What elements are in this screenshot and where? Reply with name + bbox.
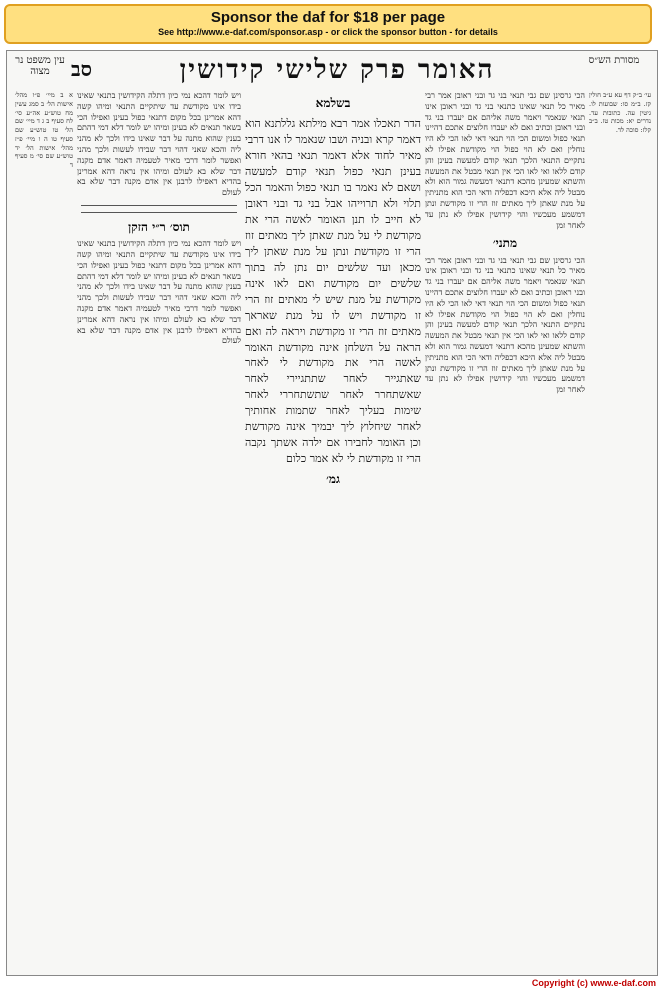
divider	[81, 205, 237, 213]
tosafot-column	[77, 91, 241, 965]
left-notes: א ב מיי׳ פ״ו מהל׳ אישות הל׳ ב סמג עשין מח טוש״ע אה״ע סי׳ לח סעיף ב ג ד מיי׳ שם הל׳ טו טוש״ע שם סעיף טו ה ו מיי׳ פ״ז מהל׳ אישות הל׳ יד טוש״ע שם סי׳ מ סעיף ד	[15, 91, 73, 170]
sponsor-banner[interactable]	[4, 4, 652, 44]
rashi-column	[425, 91, 585, 965]
right-notes: עי׳ ב״ק דף עא ע״ב חולין קז. ב״מ סו: שבועות לו. גיטין עה. כתובות עד. נדרים יא: מכות טז. ב״ב קלז: סוכה לד.	[589, 91, 651, 135]
mishnah-label: מתני׳	[492, 236, 518, 251]
rashi-text: הכי גרסינן שם גבי תנאי בני גד ובני ראובן אמר רבי מאיר כל תנאי שאינו כתנאי בני גד ובני ראובן אינו תנאי שנאמר ויאמר משה אליהם אם יעברו בני גד ובני ראובן וכתיב ואם לא יעברו חלוצים אתכם דהיינו תנאי כפול ומשום הכי הוי תנאי דאי לאו הכי לא היו נוחלין ואם לא הוי כפול הוי מקודשת אפילו לא נתקיים התנאי הלכך תנאי קודם למעשה בעינן והן קודם ללאו ואי לאו הכי אין תנאי מבטל את המעשה והשתא שמעינן מהכא דתנאי דמעשה גמור הוא ולא מבטל ליה אלא היכא דכפליה ודאי הכי הוא מתניתין על מנת שאתן ליך מאתים זוז הרי זו מקודשת ונתן דמשמע מעכשיו והוי קידושין אפילו לא נתן עד לאחר זמן	[425, 91, 585, 230]
sponsor-title: Sponsor the daf for $18 per page	[210, 9, 446, 26]
daf-number: סב	[71, 57, 93, 81]
gemara-column	[245, 91, 421, 965]
header-mesoret: מסורת הש״ס	[588, 55, 640, 66]
talmud-page	[6, 50, 658, 976]
gemara-label: גמ׳	[326, 472, 340, 487]
rashi-text-2: הכי גרסינן שם גבי תנאי בני גד ובני ראובן אמר רבי מאיר כל תנאי שאינו כתנאי בני גד ובני ראובן אינו תנאי שנאמר ויאמר משה אליהם אם יעברו בני גד ובני ראובן וכתיב ואם לא יעברו חלוצים אתכם דהיינו תנאי כפול ומשום הכי הוי תנאי דאי לאו הכי לא היו נוחלין ואם לא הוי כפול הוי מקודשת אפילו לא נתקיים התנאי הלכך תנאי קודם למעשה בעינן והן קודם ללאו ואי לאו הכי אין תנאי מבטל את המעשה והשתא שמעינן מהכא דתנאי דמעשה גמור הוא ולא מבטל ליה אלא היכא דכפליה ודאי הכי הוא מתניתין על מנת שאתן ליך מאתים זוז הרי זו מקודשת ונתן דמשמע מעכשיו והוי קידושין אפילו לא נתן עד לאחר זמן	[425, 255, 585, 395]
main-word: בשלמא	[315, 96, 351, 110]
header-ein-mishpat: עין משפט נר מצוה	[15, 55, 65, 77]
gemara-text: הדר תאכלו אמר רבא מילתא גללתנא הוא דאמר קרא ובניה ושבו שנאמר לו אנו דרבי מאיר לחוד אלא דאמר תנאי בהאי חורא בעינן תנאי כפול תנאי קודם למעשה ושאם לא נאמר בו תנאי כפול והאמר הכל תלוי ולא תרוייהו אבל בני גד ובני ראובן לא חייב לו תנן האומר לאשה הרי את מקודשת לי על מנת שאתן ליך מאתים זוז הרי זו מקודשת ונתן על מנת שאתן ליך מכאן ועד שלשים יום נתן לה בתוך שלשים יום מקודשת ואם לאו אינה מקודשת על מנת שיש לי מאתים זוז הרי זו מקודשת ויש לו על מנת שאראך מאתים זוז הרי זו מקודשת ויראה לה ואם הראה על השלחן אינה מקודשת האומר לאשה הרי את מקודשת לי לאחר שאתגייר לאחר שתתגיירי לאחר שאשתחרר לאחר שתשתחררי לאחר שימות בעליך לאחר שתמות אחותיך לאחר שיחלוץ ליך יבמיך אינה מקודשת וכן האומר לחבירו אם ילדה אשתך נקבה הרי זו מקודשת לי לא אמר כלום	[245, 117, 421, 466]
copyright-link[interactable]: Copyright (c) www.e-daf.com	[531, 978, 656, 988]
tosafot-text-2: ויש לומר דהכא נמי כיון דתלה הקידושין בתנאי שאינו בידו אינו מקודשת עד שיתקיים התנאי ומיהו קשה דהא אמרינן בכל מקום דתנאי כפול בעינן ואפילו הכי בשאר תנאים לא בעינן ומיהו יש לומר דלא דמי דהתם בענין שהוא מתנה על דבר שאינו בידו ולכך לא מהני ליה והכא שאני דהוי דבר שבידו לעשות ולכך מהני ואפשר לומר דרבי מאיר לטעמיה דאמר אדם מקנה דבר שלא בא לעולם ומיהו אין נראה דהא אמרינן בהדיא דאפילו לרבנן אין אדם מקנה דבר שלא בא לעולם	[77, 239, 241, 346]
tosafot-label: תוס׳ ר״י הזקן	[128, 219, 190, 234]
mesoret-hashas-column	[589, 91, 651, 965]
ein-mishpat-column	[15, 91, 73, 965]
sponsor-subtitle[interactable]: See http://www.e-daf.com/sponsor.asp - or click the sponsor button - for details	[158, 27, 498, 37]
tosafot-text: ויש לומר דהכא נמי כיון דתלה הקידושין בתנאי שאינו בידו אינו מקודשת עד שיתקיים התנאי ומיהו קשה דהא אמרינן בכל מקום דתנאי כפול בעינן ואפילו הכי בשאר תנאים לא בעינן ומיהו יש לומר דלא דמי דהתם בענין שהוא מתנה על דבר שאינו בידו ולכך לא מהני ליה והכא שאני דהוי דבר שבידו לעשות ולכך מהני ואפשר לומר דרבי מאיר לטעמיה דאמר אדם מקנה דבר שלא בא לעולם ומיהו אין נראה דהא אמרינן בהדיא דאפילו לרבנן אין אדם מקנה דבר שלא בא לעולם	[77, 91, 241, 198]
page-title: האומר פרק שלישי קידושין	[179, 55, 495, 85]
